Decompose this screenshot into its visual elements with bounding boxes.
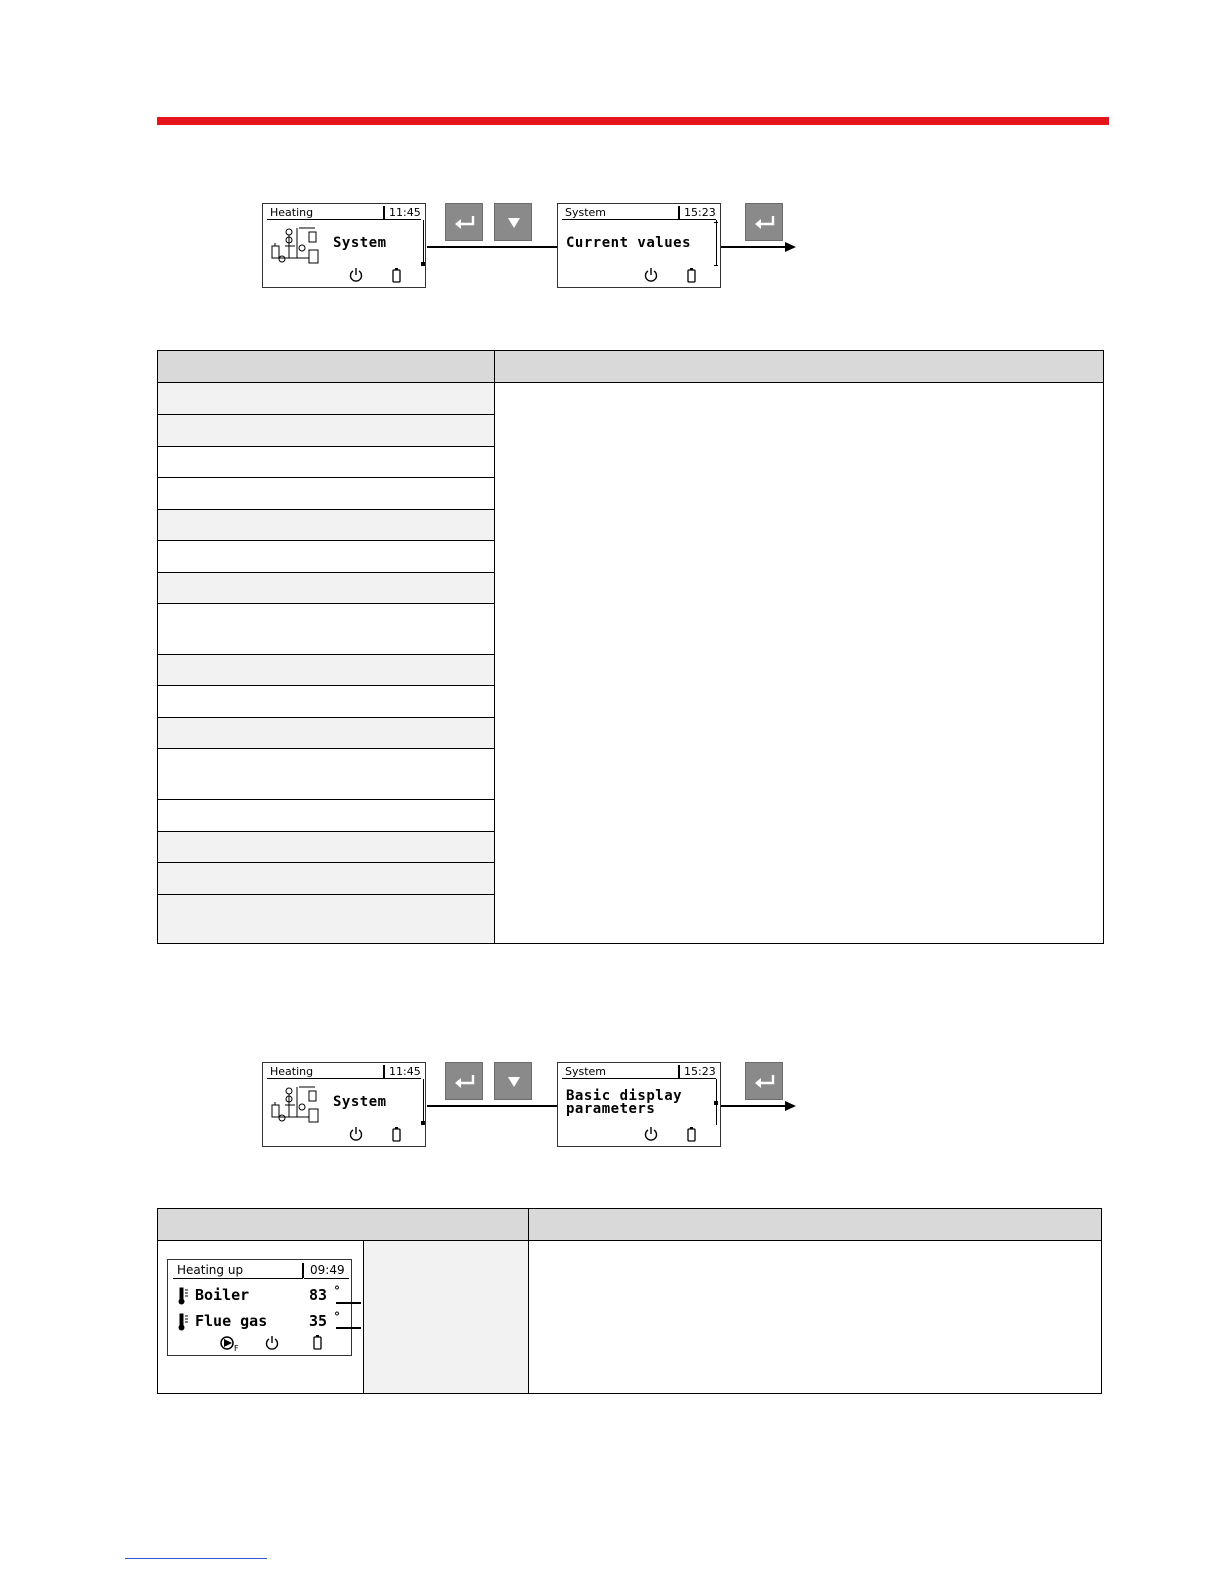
enter-key-icon [446,204,484,242]
footer-link-underline [125,1558,267,1559]
fan-icon [220,1336,242,1352]
screen-title: System [565,206,607,219]
screen-title: Heating up [177,1263,244,1277]
menu-label: System [333,235,387,251]
enter-key-icon [746,204,784,242]
system-diagram-icon [269,1083,325,1127]
enter-key-icon [446,1063,484,1101]
power-icon [265,1335,279,1351]
lcd-screen-system [557,203,721,288]
table-row [158,832,494,863]
down-key-icon [495,1063,533,1101]
down-key[interactable] [494,203,532,241]
section-rule [157,117,1109,125]
boiler-label: Boiler [195,1286,250,1304]
screen-title: System [565,1065,607,1078]
shaded-cell [364,1241,528,1393]
menu-label: System [333,1094,387,1110]
table-row [158,447,494,478]
system-diagram-icon [269,224,325,268]
screen-time: 11:45 [389,1065,421,1078]
screen-title: Heating [270,1065,314,1078]
table-header [158,1209,1101,1241]
menu-label-line1: Basic display [566,1088,683,1104]
battery-icon [687,268,696,283]
table-row [158,415,494,447]
table-row [158,383,494,415]
power-icon [349,1126,363,1142]
screen-time: 15:23 [684,206,716,219]
battery-icon [392,1127,401,1142]
menu-label: Current values [566,235,692,251]
flue-gas-label: Flue gas [195,1312,268,1330]
table-row [158,510,494,541]
table-row [158,718,494,749]
battery-icon [687,1127,696,1142]
flue-gas-value: 35 [309,1312,328,1330]
callout-line [336,1302,361,1304]
thermometer-icon [177,1313,189,1331]
down-key-icon [495,204,533,242]
lcd-screen-system [557,1062,721,1147]
callout-line [336,1327,361,1329]
table-row [158,800,494,832]
table-row [158,541,494,573]
table-row [158,686,494,718]
battery-icon [392,268,401,283]
lcd-screen-heating [262,1062,426,1147]
lcd-screen-heating [262,203,426,288]
flow-connector [721,246,785,248]
enter-key-icon [746,1063,784,1101]
table-row [158,604,494,655]
table-row [158,573,494,604]
table-header [158,351,1103,383]
enter-key[interactable] [445,203,483,241]
svg-text:F: F [234,1344,239,1352]
flow-connector [721,1105,785,1107]
down-key[interactable] [494,1062,532,1100]
lcd-screen-heating-up [167,1259,352,1356]
arrow-icon [785,1101,796,1111]
table-row [158,478,494,510]
table-row [158,655,494,686]
screen-time: 11:45 [389,206,421,219]
screen-title: Heating [270,206,314,219]
thermometer-icon [177,1287,189,1305]
power-icon [644,1126,658,1142]
flow-connector [427,246,558,248]
boiler-unit: ° [334,1284,340,1298]
screen-time: 09:49 [310,1263,345,1277]
parameter-table [157,350,1104,944]
enter-key[interactable] [445,1062,483,1100]
table-row [158,749,494,800]
screen-time: 15:23 [684,1065,716,1078]
arrow-icon [785,242,796,252]
enter-key[interactable] [745,203,783,241]
flow-connector [427,1105,558,1107]
menu-label-line2: parameters [566,1101,656,1117]
enter-key[interactable] [745,1062,783,1100]
table-row [158,863,494,895]
display-table [157,1208,1102,1394]
power-icon [349,267,363,283]
table-row [158,895,494,943]
battery-icon [313,1335,322,1350]
flue-gas-unit: ° [334,1310,340,1324]
boiler-value: 83 [309,1286,328,1304]
power-icon [644,267,658,283]
